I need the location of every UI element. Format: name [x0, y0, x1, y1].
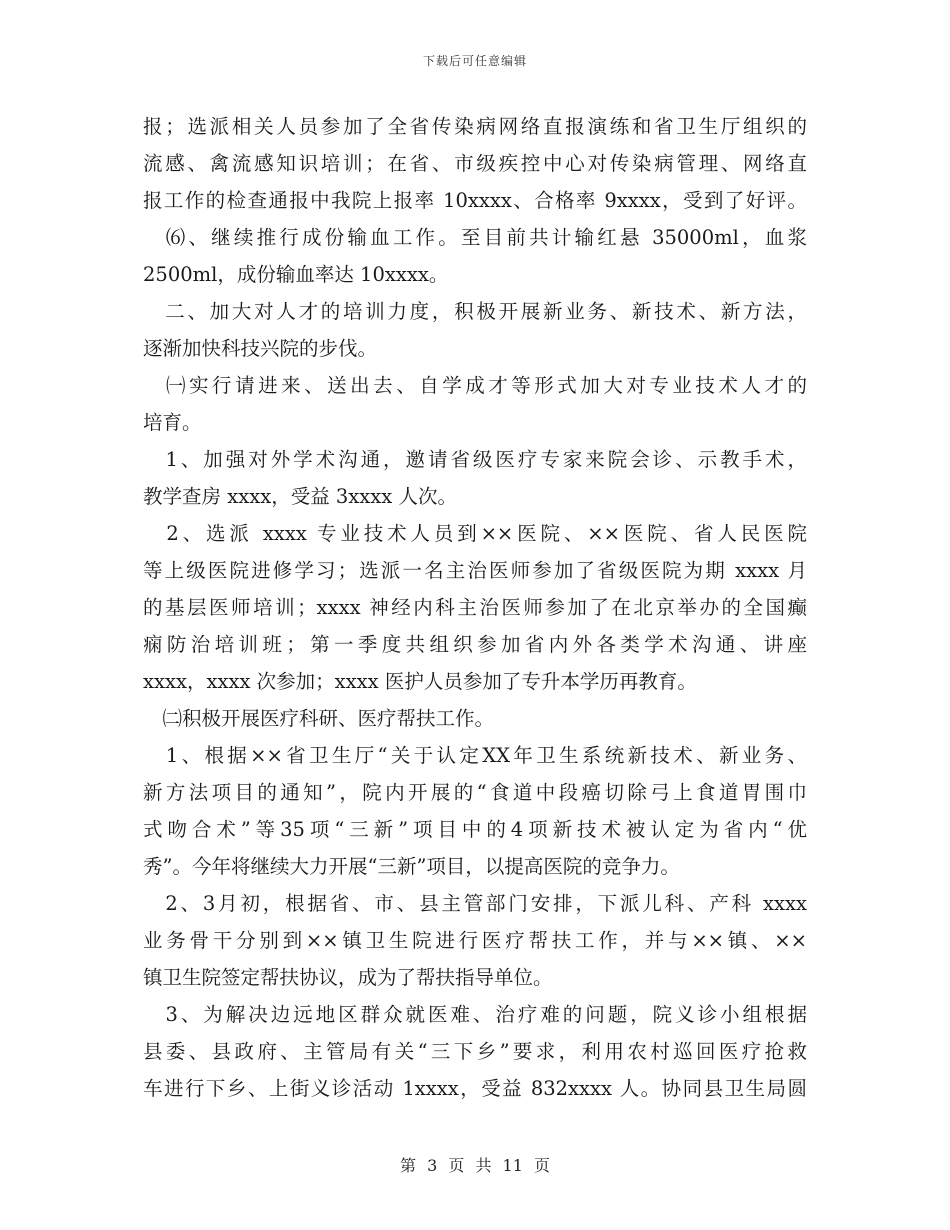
page-number-footer: 第 3 页 共 11 页	[400, 1156, 550, 1175]
text-line: 的基层医师培训；xxxx 神经内科主治医师参加了在北京举办的全国癫	[143, 596, 807, 619]
text-line: 报工作的检查通报中我院上报率 10xxxx、合格率 9xxxx，受到了好评。	[143, 189, 807, 212]
text-line: 1、根据××省卫生厅“关于认定XX年卫生系统新技术、新业务、	[143, 744, 807, 767]
text-line: ⑹、继续推行成份输血工作。至目前共计输红悬 35000ml，血浆	[143, 226, 807, 249]
text-line: 2、选派 xxxx 专业技术人员到××医院、××医院、省人民医院	[143, 522, 807, 545]
text-line: 3、为解决边远地区群众就医难、治疗难的问题，院义诊小组根据	[143, 1003, 807, 1026]
document-body	[143, 108, 807, 1107]
text-line: 教学查房 xxxx，受益 3xxxx 人次。	[143, 485, 457, 508]
text-line: 逐渐加快科技兴院的步伐。	[143, 337, 378, 360]
text-line: 流感、禽流感知识培训；在省、市级疾控中心对传染病管理、网络直	[143, 152, 807, 175]
text-line: 2、3月初，根据省、市、县主管部门安排，下派儿科、产科 xxxx	[143, 892, 807, 915]
text-line: 2500ml，成份输血率达 10xxxx。	[143, 263, 449, 286]
text-line: 式吻合术”等35项“三新”项目中的4项新技术被认定为省内“优	[143, 818, 807, 841]
text-line: 镇卫生院签定帮扶协议，成为了帮扶指导单位。	[143, 966, 553, 989]
text-line: ㈡积极开展医疗科研、医疗帮扶工作。	[143, 707, 495, 730]
text-line: 县委、县政府、主管局有关“三下乡”要求，利用农村巡回医疗抢救	[143, 1040, 807, 1063]
text-line: ㈠实行请进来、送出去、自学成才等形式加大对专业技术人才的	[143, 374, 807, 397]
text-line: 二、加大对人才的培训力度，积极开展新业务、新技术、新方法，	[143, 300, 807, 323]
text-line: 秀”。今年将继续大力开展“三新”项目，以提高医院的竞争力。	[143, 855, 680, 878]
text-line: 1、加强对外学术沟通，邀请省级医疗专家来院会诊、示教手术，	[143, 448, 807, 471]
text-line: 培育。	[143, 411, 202, 434]
text-line: xxxx，xxxx 次参加；xxxx 医护人员参加了专升本学历再教育。	[143, 670, 697, 693]
text-line: 等上级医院进修学习；选派一名主治医师参加了省级医院为期 xxxx 月	[143, 559, 807, 582]
text-line: 车进行下乡、上街义诊活动 1xxxx，受益 832xxxx 人。协同县卫生局圆	[143, 1077, 807, 1100]
text-line: 业务骨干分别到××镇卫生院进行医疗帮扶工作，并与××镇、××	[143, 929, 807, 952]
text-line: 新方法项目的通知”，院内开展的“食道中段癌切除弓上食道胃围巾	[143, 781, 807, 804]
text-line: 报；选派相关人员参加了全省传染病网络直报演练和省卫生厅组织的	[143, 115, 807, 138]
page-header: 下载后可任意编辑	[422, 54, 527, 68]
text-line: 痫防治培训班；第一季度共组织参加省内外各类学术沟通、讲座	[143, 633, 807, 656]
